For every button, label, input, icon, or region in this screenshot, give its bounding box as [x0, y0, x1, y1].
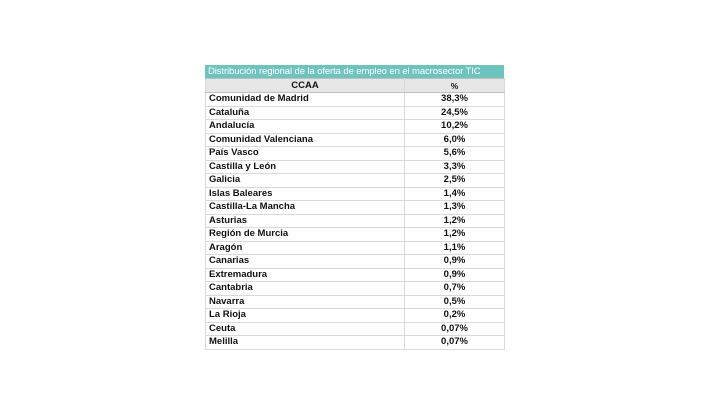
percent-cell: 0,5% — [405, 295, 505, 309]
region-cell: Castilla y León — [206, 160, 405, 174]
region-cell: Asturias — [206, 214, 405, 228]
percent-cell: 10,2% — [405, 120, 505, 134]
percent-cell: 0,2% — [405, 309, 505, 323]
region-cell: Cataluña — [206, 106, 405, 120]
regional-employment-table — [205, 65, 504, 350]
region-cell: Castilla-La Mancha — [206, 201, 405, 215]
region-cell: Aragón — [206, 241, 405, 255]
percent-cell: 0,07% — [405, 322, 505, 336]
table-row — [206, 228, 505, 242]
header-region: CCAA — [206, 79, 405, 93]
region-cell: Comunidad de Madrid — [206, 93, 405, 107]
table-row — [206, 255, 505, 269]
table-row — [206, 295, 505, 309]
region-cell: La Rioja — [206, 309, 405, 323]
table-row — [206, 214, 505, 228]
percent-cell: 1,1% — [405, 241, 505, 255]
percent-cell: 6,0% — [405, 133, 505, 147]
table-row — [206, 93, 505, 107]
table-row — [206, 147, 505, 161]
region-cell: Ceuta — [206, 322, 405, 336]
table-row — [206, 241, 505, 255]
data-table — [205, 78, 505, 350]
percent-cell: 0,9% — [405, 255, 505, 269]
percent-cell: 24,5% — [405, 106, 505, 120]
table-row — [206, 336, 505, 350]
percent-cell: 1,4% — [405, 187, 505, 201]
percent-cell: 0,7% — [405, 282, 505, 296]
header-percent: % — [405, 79, 505, 93]
table-row — [206, 160, 505, 174]
percent-cell: 1,2% — [405, 214, 505, 228]
region-cell: Melilla — [206, 336, 405, 350]
table-row — [206, 282, 505, 296]
region-cell: Galicia — [206, 174, 405, 188]
region-cell: Navarra — [206, 295, 405, 309]
region-cell: Cantabria — [206, 282, 405, 296]
region-cell: Canarias — [206, 255, 405, 269]
table-row — [206, 322, 505, 336]
percent-cell: 2,5% — [405, 174, 505, 188]
region-cell: Comunidad Valenciana — [206, 133, 405, 147]
header-row — [206, 79, 505, 93]
table-row — [206, 120, 505, 134]
table-row — [206, 106, 505, 120]
percent-cell: 0,9% — [405, 268, 505, 282]
percent-cell: 0,07% — [405, 336, 505, 350]
percent-cell: 1,3% — [405, 201, 505, 215]
table-row — [206, 133, 505, 147]
region-cell: País Vasco — [206, 147, 405, 161]
region-cell: Extremadura — [206, 268, 405, 282]
region-cell: Región de Murcia — [206, 228, 405, 242]
percent-cell: 1,2% — [405, 228, 505, 242]
table-title: Distribución regional de la oferta de empleo en el macrosector TIC — [205, 65, 504, 78]
percent-cell: 5,6% — [405, 147, 505, 161]
table-row — [206, 174, 505, 188]
percent-cell: 38,3% — [405, 93, 505, 107]
table-row — [206, 201, 505, 215]
table-row — [206, 187, 505, 201]
table-row — [206, 268, 505, 282]
percent-cell: 3,3% — [405, 160, 505, 174]
table-row — [206, 309, 505, 323]
region-cell: Andalucía — [206, 120, 405, 134]
region-cell: Islas Baleares — [206, 187, 405, 201]
